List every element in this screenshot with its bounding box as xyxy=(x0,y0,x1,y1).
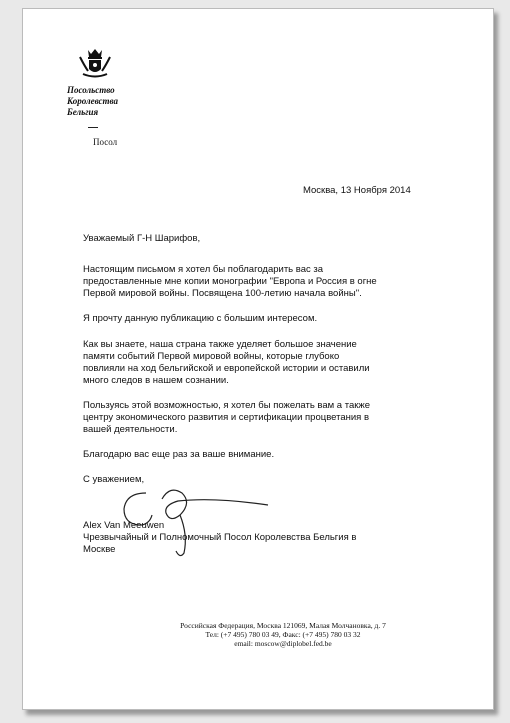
salutation: Уважаемый Г-Н Шарифов, xyxy=(83,233,201,244)
handwritten-signature xyxy=(118,479,288,559)
paragraph-3-line2: памяти событий Первой мировой войны, которые глубоко xyxy=(83,351,340,362)
paragraph-3-line4: много следов в нашем сознании. xyxy=(83,375,229,386)
paragraph-3-line3: повлияли на ход бельгийской и европейской истории и оставили xyxy=(83,363,370,374)
embassy-name-line1: Посольство xyxy=(67,85,115,95)
sender-position: Посол xyxy=(93,137,118,147)
signer-title-line1: Чрезвычайный и Полномочный Посол Королевства Бельгия в xyxy=(83,532,357,543)
paragraph-4-line3: вашей деятельности. xyxy=(83,424,178,435)
paragraph-1-line1: Настоящим письмом я хотел бы поблагодарить вас за xyxy=(83,264,324,275)
footer-address: Российская Федерация, Москва 121069, Малая Молчановка, д. 7 xyxy=(180,621,386,630)
embassy-name-line2: Королевства xyxy=(67,96,119,106)
paragraph-1-line2: предоставленные мне копии монографии "Европа и Россия в огне xyxy=(83,276,377,287)
paragraph-4-line2: центру экономического развития и сертификации процветания в xyxy=(83,412,370,423)
paragraph-3-line1: Как вы знаете, наша страна также уделяет большое значение xyxy=(83,339,357,350)
closing: С уважением, xyxy=(83,474,145,485)
signer-name: Alex Van Meeuwen xyxy=(83,520,165,531)
embassy-name-line3: Бельгия xyxy=(67,107,99,117)
paragraph-2: Я прочту данную публикацию с большим интересом. xyxy=(83,313,318,324)
letter-page xyxy=(22,8,494,710)
footer-phone: Тел: (+7 495) 780 03 49, Факс: (+7 495) 780 03 32 xyxy=(205,630,361,639)
paragraph-1-line3: Первой мировой войны. Посвящена 100-летию начала войны". xyxy=(83,288,362,299)
footer-email: email: moscow@diplobel.fed.be xyxy=(234,639,332,648)
header-divider xyxy=(88,127,98,128)
paragraph-4-line1: Пользуясь этой возможностью, я хотел бы пожелать вам а также xyxy=(83,400,371,411)
royal-crest-icon xyxy=(77,45,113,81)
signer-title-line2: Москве xyxy=(83,544,116,555)
letter-date: Москва, 13 Ноября 2014 xyxy=(303,185,411,196)
paragraph-5: Благодарю вас еще раз за ваше внимание. xyxy=(83,449,275,460)
